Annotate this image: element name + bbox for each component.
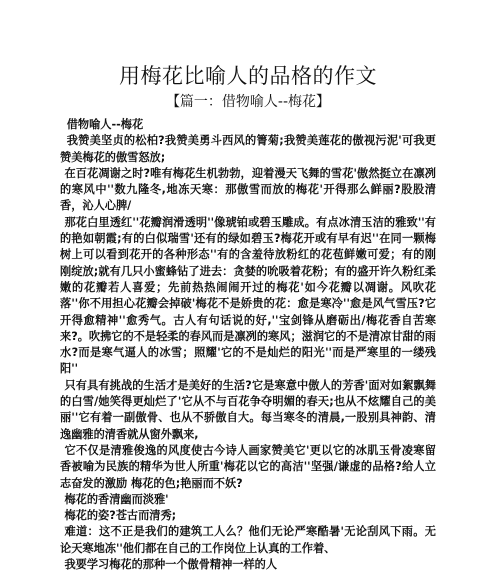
- paragraph: 借物喻人--梅花: [66, 118, 144, 131]
- paragraph: 难道：这不正是我们的建筑工人么？他们无论严寒酷暑'无论刮风下雨。无论天寒地冻''他们都在自己的工作岗位上认真的工作着、: [60, 525, 436, 555]
- paragraph: 它不仅是清雅俊逸的风度使古今诗人画家赞美它'更以它的冰肌玉骨凌寒留香被喻为民族的精华为世人所重'梅花以它的高洁''坚强/谦虚的品格?给人立志奋发的激励 梅花的色;艳丽而不妖?: [60, 443, 436, 490]
- paragraph: 在百花凋谢之时?唯有梅花生机勃勃，迎着漫天飞舞的雪花'傲然挺立在凛冽的寒风中''数九隆冬,地冻天寒：那傲雪而放的梅花'开得那么鲜丽?股股清香，沁人心脾/: [60, 166, 436, 213]
- document-title: 用梅花比喻人的品格的作文: [119, 64, 377, 88]
- document-body: [60, 117, 436, 573]
- paragraph: 我要学习梅花的那种一个傲骨精神一样的人: [64, 558, 278, 572]
- paragraph: 我赞美坚贞的松柏?我赞美勇斗西风的箐菊;我赞美莲花的傲视污泥'可我更赞美梅花的傲雪怒放;: [60, 134, 436, 164]
- paragraph: 只有具有挑战的生活才是美好的生活?它是寒意中傲人的芳香'面对如絮飘舞的白雪/她笑得更灿烂了'它从不与百花争夺明媚的春天;也从不炫耀自己的美丽''它有着一副傲骨、也从不骄傲自大。每当寒冬的清晨,一股别具神韵、清逸幽雅的清香就从窗外飘来,: [60, 378, 436, 441]
- paragraph: 那花白里透红''花瓣润滑透明''像琥铂或碧玉雕成。有点冰清玉洁的雅致''有的艳如朝霞;有的白似瑞雪'还有的绿如碧玉?梅花开或有早有迟''在同一颗梅树上可以看到花开的各种形态''有的含羞待放粉红的花苞鲜嫩可爱；有的刚刚绽放;就有几只小蜜蜂钻了进去：贪婪的吮吸着花粉；有的盛开许久粉红柔嫩的花瓣若人喜爱；先前热热闹闹开过的梅花'如今花瓣以凋谢。风吹花落''你不用担心花瓣会掉破'梅花不是娇贵的花：愈是寒冷''愈是风气雪压?它开得愈精神''愈秀气。古人有句话说的好,''宝剑锋从磨砺出/梅花香自苦寒来?。吹拂它的不是轻柔的春风而是凛冽的寒风；滋润它的不是清凉甘甜的雨水?而是寒气逼人的冰雪；照耀'它的不是灿烂的阳光''而是严寒里的一缕残阳'': [60, 215, 436, 376]
- paragraph: 梅花的香清幽而淡雅': [64, 492, 169, 506]
- document-subtitle: 【篇一：借物喻人--梅花】: [165, 94, 331, 110]
- paragraph: 梅花的姿?苍古而清秀;: [64, 509, 177, 523]
